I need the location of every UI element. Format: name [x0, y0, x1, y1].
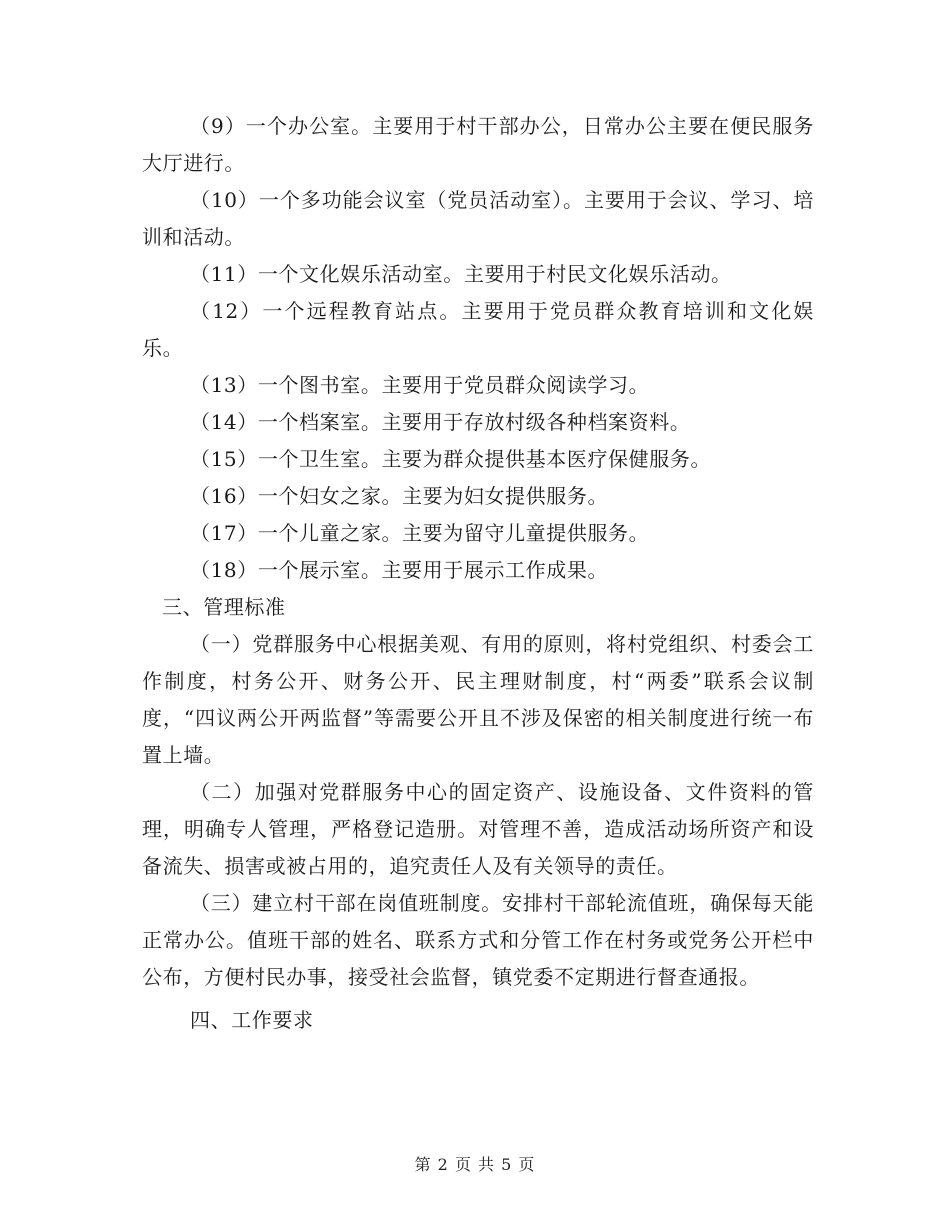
- section-paragraph: （二）加强对党群服务中心的固定资产、设施设备、文件资料的管理，明确专人管理，严格登记造册。对管理不善，造成活动场所资产和设备流失、损害或被占用的，追究责任人及有关领导的责任。: [142, 780, 814, 878]
- list-item: （18）一个展示室。主要用于展示工作成果。: [190, 558, 609, 582]
- section-heading-management-standards: 三、管理标准: [162, 595, 286, 619]
- list-item: （12）一个远程教育站点。主要用于党员群众教育培训和文化娱乐。: [142, 299, 814, 360]
- section-paragraph: （一）党群服务中心根据美观、有用的原则，将村党组织、村委会工作制度，村务公开、财务公开、民主理财制度，村“两委”联系会议制度，“四议两公开两监督”等需要公开且不涉及保密的相关制度进行统一布置上墙。: [142, 632, 814, 767]
- list-item: （14）一个档案室。主要用于存放村级各种档案资料。: [190, 410, 691, 434]
- list-item: （11）一个文化娱乐活动室。主要用于村民文化娱乐活动。: [190, 262, 732, 286]
- section-paragraph: （三）建立村干部在岗值班制度。安排村干部轮流值班，确保每天能正常办公。值班干部的姓名、联系方式和分管工作在村务或党务公开栏中公布，方便村民办事，接受社会监督，镇党委不定期进行督查通报。: [142, 891, 814, 989]
- section-heading-work-requirements: 四、工作要求: [190, 1008, 314, 1032]
- list-item: （13）一个图书室。主要用于党员群众阅读学习。: [190, 373, 650, 397]
- list-item: （10）一个多功能会议室（党员活动室）。主要用于会议、学习、培训和活动。: [142, 188, 814, 249]
- list-item: （15）一个卫生室。主要为群众提供基本医疗保健服务。: [190, 447, 712, 471]
- list-item: （16）一个妇女之家。主要为妇女提供服务。: [190, 484, 609, 508]
- page-number-footer: 第 2 页 共 5 页: [414, 1155, 536, 1174]
- page-content: [142, 108, 814, 1039]
- list-item: （9）一个办公室。主要用于村干部办公，日常办公主要在便民服务大厅进行。: [142, 114, 814, 175]
- list-item: （17）一个儿童之家。主要为留守儿童提供服务。: [190, 521, 650, 545]
